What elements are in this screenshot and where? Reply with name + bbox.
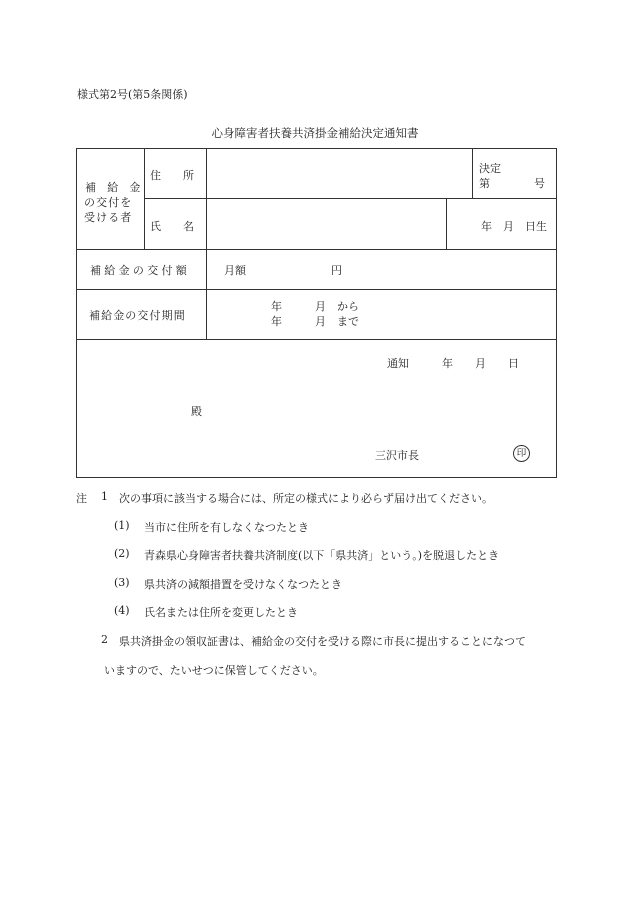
- notes-prefix: 注: [76, 492, 87, 505]
- period-to: 年 月 まで: [271, 315, 359, 328]
- note-subitem-text: 県共済の減額措置を受けなくなつたとき: [144, 578, 342, 591]
- issuer: 三沢市長: [375, 449, 419, 462]
- column-divider: [446, 198, 447, 250]
- decision-number: 第 号: [479, 177, 545, 190]
- note-1-number: 1: [101, 490, 108, 503]
- birth-date: 年 月 日生: [481, 220, 547, 233]
- amount-prefix: 月額: [224, 264, 246, 277]
- column-divider: [206, 149, 207, 339]
- recipient-label-line1: 補 給 金: [85, 181, 145, 194]
- column-divider: [144, 149, 145, 249]
- period-from: 年 月 から: [271, 300, 359, 313]
- note-2-text-line2: いますので、たいせつに保管してください。: [104, 664, 324, 677]
- note-subitem-text: 当市に住所を有しなくなつたとき: [144, 521, 309, 534]
- addressee-suffix: 殿: [191, 405, 202, 418]
- decision-label: 決定: [479, 162, 501, 175]
- document-title: 心身障害者扶養共済掛金補給決定通知書: [211, 126, 419, 140]
- note-subitem-number: (4): [114, 604, 130, 617]
- seal-icon: 印: [513, 445, 530, 462]
- seal-mark: [513, 445, 530, 462]
- note-subitem-text: 青森県心身障害者扶養共済制度(以下「県共済」という。)を脱退したとき: [144, 549, 500, 562]
- period-label: 補給金の交付期間: [89, 309, 186, 322]
- amount-label: 補給金の交付額: [90, 264, 191, 277]
- amount-unit: 円: [331, 264, 342, 277]
- address-label: 住 所: [150, 169, 194, 182]
- notice-form-table: [76, 148, 557, 478]
- recipient-label-line2: の交付を: [84, 196, 133, 209]
- row-divider: [77, 289, 556, 290]
- form-number: 様式第2号(第5条関係): [77, 88, 188, 101]
- note-2-number: 2: [101, 633, 108, 646]
- name-label: 氏 名: [150, 220, 194, 233]
- note-subitem-text: 氏名または住所を変更したとき: [144, 606, 298, 619]
- row-divider: [77, 339, 556, 340]
- note-2-text-line1: 県共済掛金の領収証書は、補給金の交付を受ける際に市長に提出することになつて: [119, 635, 526, 648]
- note-1-text: 次の事項に該当する場合には、所定の様式により必らず届け出てください。: [119, 492, 493, 505]
- note-subitem-number: (2): [114, 547, 130, 560]
- recipient-label-line3: 受ける者: [84, 211, 133, 224]
- row-divider: [77, 249, 556, 250]
- note-subitem-number: (3): [114, 576, 130, 589]
- column-divider: [472, 149, 473, 199]
- note-subitem-number: (1): [114, 519, 130, 532]
- notice-date: 通知 年 月 日: [387, 357, 519, 370]
